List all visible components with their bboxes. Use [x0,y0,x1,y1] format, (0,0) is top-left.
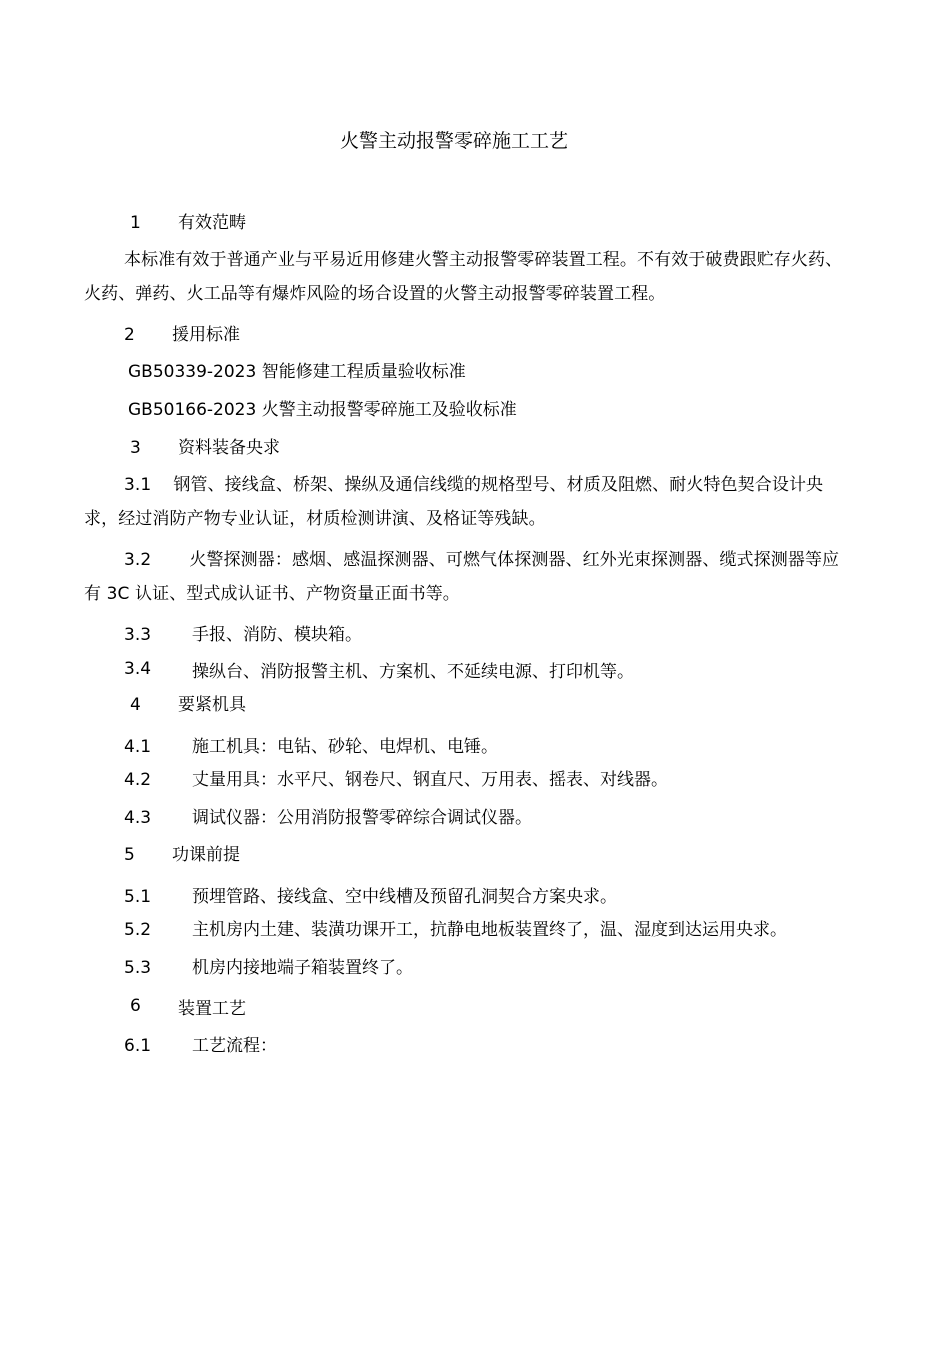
item-text: 火警探测器：感烟、感温探测器、可燃气体探测器、红外光束探测器、缆式探测器等应有 3C 认证、型式成认证书、产物资量正面书等。 [84,550,840,604]
section-2-number: 2 [124,325,135,345]
item-text: 预埋管路、接线盒、空中线槽及预留孔洞契合方案央求。 [192,887,617,907]
item-text: 手报、消防、模块箱。 [192,625,362,645]
item-number: 3.1 [124,475,152,495]
item-number: 4.1 [124,737,152,757]
item-text: 主机房内土建、装潢功课开工，抗静电地板装置终了，温、湿度到达运用央求。 [192,920,787,940]
section-6-heading: 装置工艺 [178,999,246,1019]
item-number: 5.1 [124,887,152,907]
item-number: 3.3 [124,625,152,645]
material-item-3-2 [84,543,854,611]
item-number: 3.4 [124,659,152,679]
page-title: 火警主动报警零碎施工工艺 [340,130,569,152]
standard-item: GB50166-2023 火警主动报警零碎施工及验收标准 [128,400,517,420]
item-number: 5.3 [124,958,152,978]
item-number: 6.1 [124,1036,152,1056]
item-number: 4.3 [124,808,152,828]
section-4-number: 4 [130,695,141,715]
scope-paragraph: 本标准有效于普通产业与平易近用修建火警主动报警零碎装置工程。不有效于破费跟贮存火药、火药、弹药、火工品等有爆炸风险的场合设置的火警主动报警零碎装置工程。 [84,250,843,304]
section-3-heading: 资料装备央求 [178,438,280,458]
item-number: 4.2 [124,770,152,790]
material-item-3-1 [84,468,854,536]
section-2-heading: 援用标准 [172,325,240,345]
section-5-number: 5 [124,845,135,865]
section-4-heading: 要紧机具 [178,695,246,715]
item-text: 工艺流程： [192,1036,277,1056]
standard-item: GB50339-2023 智能修建工程质量验收标准 [128,362,466,382]
item-text: 施工机具：电钻、砂轮、电焊机、电锤。 [192,737,498,757]
section-1-heading: 有效范畴 [178,213,246,233]
item-text: 机房内接地端子箱装置终了。 [192,958,413,978]
item-number: 3.2 [124,550,152,570]
item-text: 操纵台、消防报警主机、方案机、不延续电源、打印机等。 [192,662,634,682]
item-text: 钢管、接线盒、桥架、操纵及通信线缆的规格型号、材质及阻燃、耐火特色契合设计央求，经过消防产物专业认证，材质检测讲演、及格证等残缺。 [84,475,824,529]
section-3-number: 3 [130,438,141,458]
section-6-number: 6 [130,996,141,1016]
item-text: 丈量用具：水平尺、钢卷尺、钢直尺、万用表、摇表、对线器。 [192,770,668,790]
section-5-heading: 功课前提 [172,845,240,865]
item-text: 调试仪器：公用消防报警零碎综合调试仪器。 [192,808,532,828]
section-1-number: 1 [130,213,141,233]
item-number: 5.2 [124,920,152,940]
